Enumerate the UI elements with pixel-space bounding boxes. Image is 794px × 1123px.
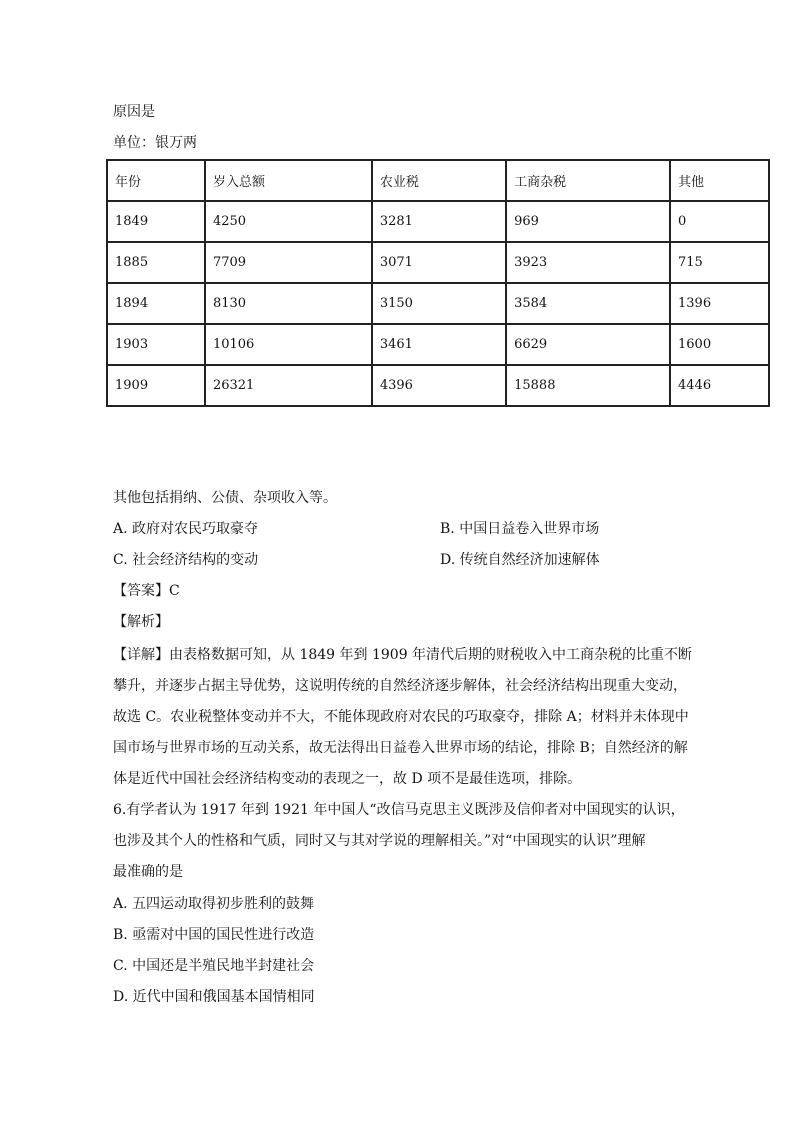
header-cell: 岁入总额 <box>205 160 372 201</box>
table-cell: 1600 <box>670 324 769 365</box>
header-cell: 年份 <box>107 160 205 201</box>
table-row <box>107 283 769 324</box>
q5-option-b: B. 中国日益卷入世界市场 <box>440 521 600 537</box>
q6-stem-line: 6.有学者认为 1917 年到 1921 年中国人“改信马克思主义既涉及信仰者对中国现实的认识， <box>113 802 685 818</box>
table-cell: 1909 <box>107 365 205 406</box>
table-cell: 4396 <box>372 365 506 406</box>
analysis-line: 体是近代中国社会经济结构变动的表现之一，故 D 项不是最佳选项，排除。 <box>113 771 582 787</box>
table-cell: 0 <box>670 201 769 242</box>
table-cell: 1894 <box>107 283 205 324</box>
table-cell: 3281 <box>372 201 506 242</box>
table-cell: 26321 <box>205 365 372 406</box>
table-cell: 6629 <box>506 324 670 365</box>
header-cell: 工商杂税 <box>506 160 670 201</box>
intro-text: 原因是 <box>113 104 155 120</box>
analysis-line: 故选 C。农业税整体变动并不大，不能体现政府对农民的巧取豪夺，排除 A；材料并未体现中 <box>113 709 689 725</box>
table-cell: 969 <box>506 201 670 242</box>
unit-label: 单位：银万两 <box>113 135 197 151</box>
table-cell: 3461 <box>372 324 506 365</box>
table-row <box>107 242 769 283</box>
q5-option-d: D. 传统自然经济加速解体 <box>440 552 600 568</box>
q6-stem-line: 也涉及其个人的性格和气质，同时又与其对学说的理解相关。”对“中国现实的认识”理解 <box>113 833 646 849</box>
table-cell: 3071 <box>372 242 506 283</box>
q5-option-a: A. 政府对农民巧取豪夺 <box>113 521 259 537</box>
q6-stem-line: 最准确的是 <box>113 864 183 880</box>
analysis-line: 国市场与世界市场的互动关系，故无法得出日益卷入世界市场的结论，排除 B；自然经济的解 <box>113 740 688 756</box>
table-cell: 1396 <box>670 283 769 324</box>
q6-option-d: D. 近代中国和俄国基本国情相同 <box>113 989 315 1005</box>
table-cell: 15888 <box>506 365 670 406</box>
table-note: 其他包括捐纳、公债、杂项收入等。 <box>113 490 337 506</box>
table-cell: 3584 <box>506 283 670 324</box>
table-cell: 7709 <box>205 242 372 283</box>
analysis-line: 攀升，并逐步占据主导优势，这说明传统的自然经济逐步解体，社会经济结构出现重大变动， <box>113 678 687 694</box>
q5-option-c: C. 社会经济结构的变动 <box>113 552 259 568</box>
revenue-table <box>106 159 770 407</box>
table-cell: 3923 <box>506 242 670 283</box>
table-cell: 4250 <box>205 201 372 242</box>
q6-option-b: B. 亟需对中国的国民性进行改造 <box>113 927 315 943</box>
table-row <box>107 201 769 242</box>
q6-option-c: C. 中国还是半殖民地半封建社会 <box>113 958 315 974</box>
table-cell: 3150 <box>372 283 506 324</box>
analysis-line: 【详解】由表格数据可知，从 1849 年到 1909 年清代后期的财税收入中工商杂税的比重不断 <box>113 647 693 663</box>
header-cell: 其他 <box>670 160 769 201</box>
header-cell: 农业税 <box>372 160 506 201</box>
table-cell: 8130 <box>205 283 372 324</box>
q6-option-a: A. 五四运动取得初步胜利的鼓舞 <box>113 896 315 912</box>
table-cell: 1885 <box>107 242 205 283</box>
table-row <box>107 365 769 406</box>
table-header-row <box>107 160 769 201</box>
table-cell: 1849 <box>107 201 205 242</box>
table-row <box>107 324 769 365</box>
table-cell: 715 <box>670 242 769 283</box>
table-cell: 1903 <box>107 324 205 365</box>
table-cell: 10106 <box>205 324 372 365</box>
answer-line: 【答案】C <box>113 583 180 599</box>
analysis-label: 【解析】 <box>113 614 169 630</box>
table-cell: 4446 <box>670 365 769 406</box>
